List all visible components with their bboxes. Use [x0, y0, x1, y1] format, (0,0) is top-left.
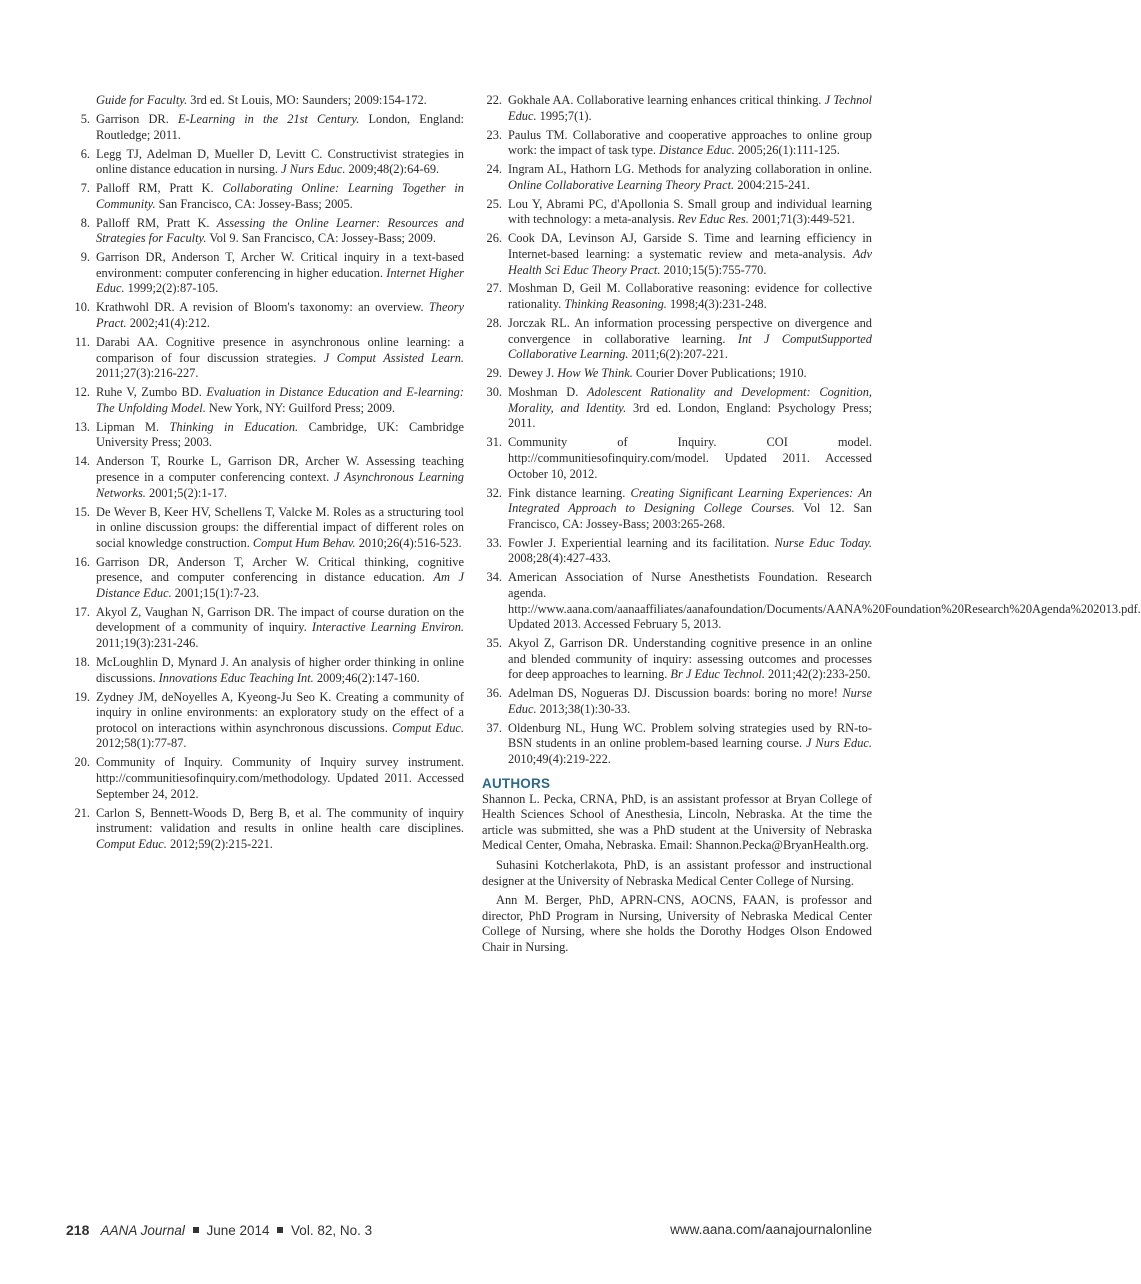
page-number: 218 — [66, 1222, 90, 1238]
reference-text-segment: 2009;46(2):147-160. — [313, 670, 420, 685]
reference-text-segment: De Wever B, Keer HV, Schellens T, Valcke M. Roles as a structuring tool in online discussion groups: the differential impact of different roles on social knowledge construction. — [96, 504, 464, 550]
reference-source-title: Collaborating Online: Learning Together in Community. — [96, 181, 465, 211]
reference-text-segment: Moshman D, Geil M. Collaborative reasoning: evidence for collective rationality. — [508, 281, 872, 312]
reference-number: 13. — [74, 419, 90, 434]
reference-text-segment: Legg TJ, Adelman D, Mueller D, Levitt C. Constructivist strategies in online distance education in nursing. — [96, 146, 464, 177]
reference-number: 35. — [486, 636, 502, 651]
reference-item — [66, 250, 464, 297]
reference-text-segment: Garrison DR. — [96, 111, 178, 126]
reference-source-title: Distance Educ. — [659, 143, 735, 158]
reference-text-segment: 2010;49(4):219-222. — [508, 752, 611, 767]
reference-number: 6. — [80, 146, 90, 161]
reference-text-segment: 2012;59(2):215-221. — [166, 836, 273, 851]
separator-square-icon — [193, 1227, 199, 1233]
reference-source-title: Innovations Educ Teaching Int. — [158, 670, 314, 685]
reference-text — [96, 216, 464, 247]
reference-text — [508, 162, 872, 193]
reference-text — [508, 636, 872, 683]
reference-text-segment: 2013;38(1):30-33. — [536, 701, 631, 716]
reference-text — [508, 570, 1141, 632]
reference-item — [478, 316, 872, 363]
reference-item — [66, 555, 464, 602]
reference-number: 9. — [80, 250, 90, 265]
reference-text-segment: 2001;5(2):1-17. — [145, 485, 228, 500]
reference-text-segment: 1999;2(2):87-105. — [124, 281, 219, 296]
reference-text — [508, 486, 872, 533]
reference-source-title: Comput Hum Behav. — [252, 535, 356, 550]
reference-source-title: Adolescent Rationality and Development: Cognition, Morality, and Identity. — [508, 385, 872, 415]
reference-text-segment: 1995;7(1). — [536, 108, 592, 123]
reference-text — [96, 655, 464, 686]
reference-number: 27. — [486, 281, 502, 296]
reference-item — [478, 281, 872, 312]
reference-item — [66, 385, 464, 416]
reference-text — [508, 93, 872, 124]
reference-text — [96, 112, 464, 143]
reference-text-segment: Ingram AL, Hathorn LG. Methods for analyzing collaboration in online. — [508, 162, 872, 177]
reference-text — [508, 686, 872, 717]
reference-text-segment: 2008;28(4):427-433. — [508, 551, 611, 566]
reference-source-title: Online Collaborative Learning Theory Pract. — [508, 177, 735, 192]
references-list-right — [478, 93, 1141, 768]
reference-item — [478, 570, 1141, 632]
reference-text-segment: Akyol Z, Garrison DR. Understanding cognitive presence in an online and blended community of inquiry: assessing outcomes and processes for deep approaches to learning. — [508, 636, 872, 682]
reference-item — [66, 655, 464, 686]
reference-text-segment: Lipman M. — [96, 419, 170, 434]
reference-source-title: How We Think. — [557, 366, 633, 381]
reference-text — [508, 435, 872, 482]
reference-source-title: Comput Educ. — [392, 720, 464, 735]
reference-source-title: Int J ComputSupported Collaborative Learning. — [508, 331, 872, 362]
reference-text-segment: 2011;6(2):207-221. — [628, 347, 728, 362]
reference-item — [66, 605, 464, 652]
reference-text-segment: Courier Dover Publications; 1910. — [632, 366, 807, 381]
reference-source-title: Nurse Educ Today. — [774, 535, 873, 550]
reference-item — [66, 300, 464, 331]
reference-source-title: Nurse Educ. — [508, 686, 872, 716]
journal-name: AANA Journal — [100, 1223, 185, 1238]
reference-number: 31. — [486, 435, 502, 450]
reference-text-segment: Vol 12. San Francisco, CA: Jossey-Bass; 2003:265-268. — [508, 501, 872, 531]
journal-url: www.aana.com/aanajournalonline — [670, 1222, 872, 1237]
reference-number: 25. — [486, 196, 502, 211]
reference-text-segment: Jorczak RL. An information processing perspective on divergence and convergence in collaborative learning. — [508, 316, 872, 346]
reference-text — [508, 721, 872, 768]
reference-text — [508, 385, 872, 432]
reference-text-segment: Cambridge, UK: Cambridge University Press; 2003. — [96, 419, 464, 450]
reference-number: 30. — [486, 385, 502, 400]
reference-text-segment: Zydney JM, deNoyelles A, Kyeong-Ju Seo K. Creating a community of inquiry in online environments: an exploratory study on the effect of a protocol on interactions within asynchronous discussions. — [96, 689, 464, 735]
reference-number: 34. — [486, 570, 502, 585]
reference-text-segment: Adelman DS, Nogueras DJ. Discussion boards: boring no more! — [508, 686, 843, 701]
reference-source-title: Internet Higher Educ. — [96, 265, 464, 296]
reference-text-segment: Ruhe V, Zumbo BD. — [96, 385, 207, 400]
reference-item — [66, 755, 464, 802]
reference-number: 10. — [74, 300, 90, 315]
reference-text — [96, 335, 464, 382]
volume-issue: Vol. 82, No. 3 — [291, 1223, 373, 1238]
reference-number: 28. — [486, 316, 502, 331]
reference-text — [96, 605, 464, 652]
reference-item — [478, 93, 872, 124]
reference-text-segment: Garrison DR, Anderson T, Archer W. Critical inquiry in a text-based environment: computer conferencing in higher education. — [96, 250, 464, 280]
reference-text — [96, 385, 464, 416]
issue-date: June 2014 — [206, 1223, 270, 1238]
references-left-column — [66, 93, 464, 856]
reference-text — [96, 555, 464, 602]
reference-source-title: Thinking Reasoning. — [564, 297, 667, 312]
reference-item — [66, 454, 464, 501]
reference-text — [96, 420, 464, 451]
reference-item — [478, 385, 872, 432]
reference-text-segment: New York, NY: Guilford Press; 2009. — [205, 400, 395, 415]
reference-text — [508, 316, 872, 363]
reference-item — [478, 366, 872, 382]
reference-number: 5. — [80, 111, 90, 126]
reference-text — [508, 231, 872, 278]
reference-text-segment: 2011;42(2):233-250. — [764, 667, 871, 682]
reference-source-title: Am J Distance Educ. — [96, 570, 464, 600]
reference-number: 24. — [486, 162, 502, 177]
reference-source-title: Theory Pract. — [96, 300, 464, 331]
reference-number: 14. — [74, 454, 90, 469]
reference-number: 33. — [486, 535, 502, 550]
reference-number: 20. — [74, 755, 90, 770]
reference-number: 29. — [486, 366, 502, 381]
reference-text-segment: 2002;41(4):212. — [126, 316, 210, 331]
reference-number: 18. — [74, 655, 90, 670]
reference-text-segment: McLoughlin D, Mynard J. An analysis of higher order thinking in online discussions. — [96, 655, 464, 685]
reference-item — [478, 486, 872, 533]
reference-item — [478, 636, 872, 683]
reference-text-segment: 2011;27(3):216-227. — [96, 366, 199, 381]
reference-text-segment: London, England: Routledge; 2011. — [96, 111, 464, 142]
reference-text-segment: Fink distance learning. — [508, 485, 631, 500]
reference-text-segment: 2001;71(3):449-521. — [748, 212, 855, 227]
reference-source-title: E-Learning in the 21st Century. — [177, 111, 360, 126]
reference-number: 12. — [74, 385, 90, 400]
reference-item — [478, 128, 872, 159]
reference-number: 32. — [486, 485, 502, 500]
reference-item — [66, 216, 464, 247]
reference-number: 26. — [486, 231, 502, 246]
reference-text-segment: Dewey J. — [508, 366, 558, 381]
footer-citation — [66, 1222, 372, 1238]
reference-source-title: Thinking in Education. — [169, 419, 299, 434]
reference-text-segment: 2010;15(5):755-770. — [660, 262, 767, 277]
reference-text-segment: 2004:215-241. — [734, 177, 810, 192]
reference-item — [478, 197, 872, 228]
reference-text-segment: Cook DA, Levinson AJ, Garside S. Time and learning efficiency in Internet-based learning: a systematic review and meta-analysis. — [508, 231, 872, 261]
reference-item — [478, 435, 872, 482]
reference-source-title: Assessing the Online Learner: Resources and Strategies for Faculty. — [96, 215, 464, 246]
reference-source-title: Comput Educ. — [96, 836, 167, 851]
reference-number: 37. — [486, 720, 502, 735]
reference-number: 19. — [74, 689, 90, 704]
reference-source-title: Rev Educ Res. — [677, 212, 749, 227]
references-right-column — [478, 93, 1141, 960]
reference-source-title: Creating Significant Learning Experiences: An Integrated Approach to Designing College Courses. — [508, 485, 872, 516]
reference-text-segment: Moshman D. — [508, 385, 588, 400]
reference-number: 36. — [486, 686, 502, 701]
reference-text — [96, 690, 464, 752]
page-footer — [66, 1222, 872, 1242]
reference-text-segment: Anderson T, Rourke L, Garrison DR, Archer W. Assessing teaching presence in a computer conferencing context. — [96, 454, 464, 484]
reference-text-segment: 3rd ed. London, England: Psychology Press; 2011. — [508, 400, 872, 431]
reference-text-segment: 2009;48(2):64-69. — [345, 162, 440, 177]
reference-text — [96, 806, 464, 853]
reference-source-title: Guide for Faculty. — [96, 93, 188, 107]
reference-text-segment: Palloff RM, Pratt K. — [96, 181, 223, 196]
reference-text-segment: Community of Inquiry. Community of Inquiry survey instrument. http://communitiesofinquiry.com/methodology. Updated 2011. Accessed September 24, 2012. — [96, 755, 464, 801]
reference-item — [66, 112, 464, 143]
reference-text — [96, 93, 464, 109]
reference-item — [66, 690, 464, 752]
reference-text-segment: Carlon S, Bennett-Woods D, Berg B, et al. The community of inquiry instrument: validation and results in online health care disciplines. — [96, 805, 464, 836]
reference-item — [66, 420, 464, 451]
reference-text-segment: 2012;58(1):77-87. — [96, 736, 187, 751]
reference-text-segment: Community of Inquiry. COI model. http://communitiesofinquiry.com/model. Updated 2011. Accessed October 10, 2012. — [508, 435, 872, 481]
author-bio-berger: Ann M. Berger, PhD, APRN-CNS, AOCNS, FAAN, is professor and director, PhD Program in Nursing, University of Nebraska Medical Center College of Nursing, where she holds the Dorothy Hodges Olson Endowed Chair in Nursing. — [482, 893, 872, 954]
reference-source-title: J Nurs Educ. — [806, 736, 873, 751]
reference-text-segment: Darabi AA. Cognitive presence in asynchronous online learning: a comparison of four discussion strategies. — [96, 335, 464, 365]
reference-text — [96, 505, 464, 552]
separator-square-icon — [277, 1227, 283, 1233]
reference-number: 21. — [74, 805, 90, 820]
reference-text — [508, 281, 872, 312]
reference-text — [96, 147, 464, 178]
reference-source-title: J Asynchronous Learning Networks. — [96, 469, 464, 500]
reference-item — [66, 147, 464, 178]
reference-text-segment: American Association of Nurse Anesthetists Foundation. Research agenda. http://www.aana.com/aanaaffiliates/aanafoundation/Documents/AANA%20Foundation%20Research%20Agenda%202013.pdf. Updated 2013. Accessed February 5, 2013. — [508, 570, 1141, 632]
reference-source-title: J Nurs Educ. — [281, 162, 346, 177]
reference-item — [66, 806, 464, 853]
reference-text-segment: Gokhale AA. Collaborative learning enhances critical thinking. — [508, 93, 825, 107]
reference-text-segment: 2005;26(1):111-125. — [734, 143, 840, 158]
reference-number: 11. — [74, 335, 90, 350]
reference-text — [96, 454, 464, 501]
author-bio-pecka: Shannon L. Pecka, CRNA, PhD, is an assistant professor at Bryan College of Health Sciences School of Anesthesia, Lincoln, Nebraska. At the time the article was submitted, she was a PhD student at the University of Nebraska Medical Center, Omaha, Nebraska. Email: Shannon.Pecka@BryanHealth.org. — [482, 791, 872, 853]
reference-source-title: Br J Educ Technol. — [670, 667, 765, 682]
reference-source-title: Adv Health Sci Educ Theory Pract. — [508, 246, 872, 277]
reference-number: 8. — [80, 215, 90, 230]
reference-number: 23. — [486, 127, 502, 142]
reference-item — [66, 505, 464, 552]
reference-text — [96, 300, 464, 331]
reference-number: 22. — [486, 93, 502, 107]
reference-item — [478, 686, 872, 717]
reference-source-title: Evaluation in Distance Education and E-learning: The Unfolding Model. — [96, 385, 465, 415]
reference-text-segment: Oldenburg NL, Hung WC. Problem solving strategies used by RN-to-BSN students in an online problem-based learning course. — [508, 720, 872, 751]
reference-item — [478, 721, 872, 768]
reference-text-segment: 3rd ed. St Louis, MO: Saunders; 2009:154-172. — [187, 93, 427, 107]
reference-number: 17. — [74, 604, 90, 619]
reference-number: 7. — [80, 181, 90, 196]
reference-source-title: J Comput Assisted Learn. — [323, 350, 464, 365]
reference-text-segment: Paulus TM. Collaborative and cooperative approaches to online group work: the impact of task type. — [508, 127, 872, 158]
authors-heading: AUTHORS — [482, 775, 551, 791]
reference-text — [508, 536, 872, 567]
reference-item — [478, 231, 872, 278]
reference-item — [66, 335, 464, 382]
reference-source-title: Interactive Learning Environ. — [311, 620, 464, 635]
reference-text-segment: Garrison DR, Anderson T, Archer W. Critical thinking, cognitive presence, and computer conferencing in distance education. — [96, 554, 464, 585]
reference-text — [96, 250, 464, 297]
reference-text-segment: Fowler J. Experiential learning and its facilitation. — [508, 535, 775, 550]
reference-item — [478, 536, 872, 567]
reference-item — [66, 181, 464, 212]
reference-text-segment: Palloff RM, Pratt K. — [96, 215, 217, 230]
reference-text-segment: 2001;15(1):7-23. — [171, 585, 260, 600]
reference-text-segment: Lou Y, Abrami PC, d'Apollonia S. Small group and individual learning with technology: a meta-analysis. — [508, 196, 872, 227]
reference-text-segment: 1998;4(3):231-248. — [666, 297, 767, 312]
reference-text — [508, 197, 872, 228]
reference-text-segment: San Francisco, CA: Jossey-Bass; 2005. — [155, 196, 353, 211]
reference-text — [96, 181, 464, 212]
reference-text-segment: Krathwohl DR. A revision of Bloom's taxonomy: an overview. — [96, 300, 429, 315]
reference-item — [66, 93, 464, 109]
reference-text-segment: 2011;19(3):231-246. — [96, 636, 199, 651]
reference-source-title: J Technol Educ. — [508, 93, 872, 123]
reference-text — [508, 128, 872, 159]
reference-number: 16. — [74, 554, 90, 569]
reference-text-segment: Akyol Z, Vaughan N, Garrison DR. The impact of course duration on the development of a community of inquiry. — [96, 604, 464, 635]
reference-text — [96, 755, 464, 802]
author-bio-kotcherlakota: Suhasini Kotcherlakota, PhD, is an assistant professor and instructional designer at the University of Nebraska Medical Center College of Nursing. — [482, 857, 872, 888]
reference-text — [508, 366, 872, 382]
reference-number: 15. — [74, 504, 90, 519]
reference-text-segment: 2010;26(4):516-523. — [355, 535, 462, 550]
reference-text-segment: Vol 9. San Francisco, CA: Jossey-Bass; 2009. — [206, 231, 436, 246]
reference-item — [478, 162, 872, 193]
